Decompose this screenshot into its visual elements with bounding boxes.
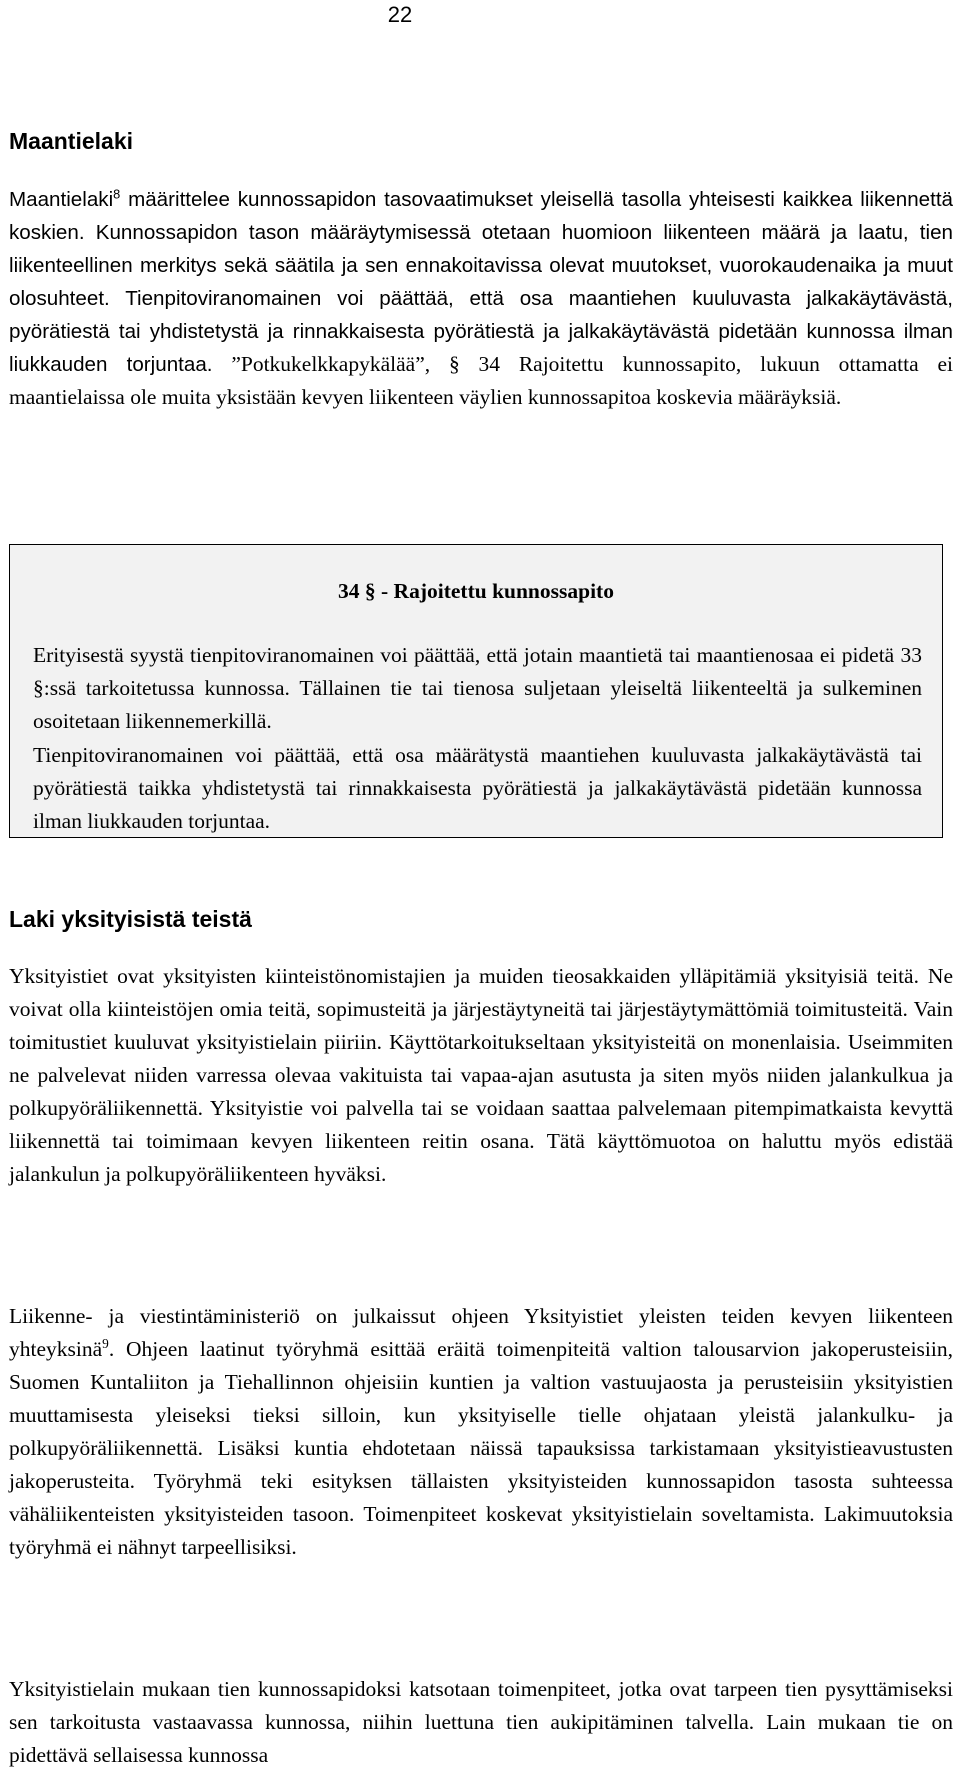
paragraph-yksityistiet-3: Yksityistielain mukaan tien kunnossapidoksi katsotaan toimenpiteet, jotka ovat tarpeen tien pysyttämiseksi sen tarkoitusta vastaavassa kunnossa, niihin luettuna tien aukipitäminen talvella. Lain mukaan tie on pidettävä sellaisessa kunnossa [9, 1677, 953, 1767]
paragraph-lead: Liikenne- ja viestintäministeriö on julkaissut ohjeen Yksityistiet yleisten teiden kevyen liikenteen yhteyksinä [9, 1304, 953, 1361]
paragraph-body: . Ohjeen laatinut työryhmä esittää eräitä toimenpiteitä valtion talousarvion jakoperusteisiin, Suomen Kuntaliiton ja Tiehallinnon ohjeisiin kuntien ja valtion vastuujaosta ja perusteisiin yksityistien muuttamisesta yleiseksi tieksi silloin, kun yksityiselle tielle ohjataan yleistä jalankulku- ja polkupyöräliikennettä. Lisäksi kuntia ehdotetaan näissä tapauksissa tarkistamaan yksityistieavustusten jakoperusteita. Työryhmä teki esityksen tällaisten yksityisteiden kunnossapidon tasosta suhteessa vähäliikenteisten yksityisteiden tasoon. Toimenpiteet koskevat yksityistielain soveltamista. Lakimuutoksia työryhmä ei nähnyt tarpeellisiksi. [9, 1337, 953, 1559]
law-box-paragraph-1: Erityisestä syystä tienpitoviranomainen voi päättää, että jotain maantietä tai maantienosaa ei pidetä 33 §:ssä tarkoitetussa kunnossa. Tällainen tie tai tienosa suljetaan yleiseltä liikenteeltä ja sulkeminen osoitetaan liikennemerkillä. [33, 643, 922, 733]
paragraph-yksityistiet-1: Yksityistiet ovat yksityisten kiinteistönomistajien ja muiden tieosakkaiden ylläpitämiä yksityisiä teitä. Ne voivat olla kiinteistöjen omia teitä, sopimusteitä ja järjestäytyneitä tai järjestäytymättömiä toimitusteitä. Vain toimitustiet kuuluvat yksityistielain piiriin. Käyttötarkoitukseltaan yksityisteitä on monenlaisia. Useimmiten ne palvelevat niiden varressa olevaa vakituista tai vapaa-ajan asutusta ja siten myös niiden jalankulkua ja polkupyöräliikennettä. Yksityistie voi palvella tai se voidaan saattaa palvelemaan pitempimatkaista kevyttä liikennettä tai toimimaan kevyen liikenteen reitin osana. Tätä käyttömuotoa on haluttu myös edistää jalankulun ja polkupyöräliikenteen hyväksi. [9, 964, 953, 1186]
page-number: 22 [387, 2, 413, 27]
law-excerpt-box [9, 544, 943, 838]
section-heading-maantielaki: Maantielaki [9, 128, 133, 154]
footnote-reference-8[interactable]: 8 [113, 186, 121, 202]
paragraph-lead: Maantielaki [9, 188, 114, 211]
footnote-reference-9[interactable]: 9 [102, 1336, 109, 1352]
paragraph-maantielaki [9, 183, 953, 414]
law-box-title: 34 § - Rajoitettu kunnossapito [338, 579, 614, 603]
law-box-paragraph-2: Tienpitoviranomainen voi päättää, että osa määrätystä maantiehen kuuluvasta jalkakäytävästä tai pyörätiestä taikka yhdistetystä tai rinnakkaisesta pyörätiestä ja jalkakäytävästä pidetään kunnossa ilman liukkauden torjuntaa. [33, 743, 922, 833]
paragraph-body: määrittelee kunnossapidon tasovaatimukset yleisellä tasolla yhteisesti kaikkea liikennettä koskien. Kunnossapidon tason määräytymisessä otetaan huomioon liikenteen määrä ja laatu, tien liikenteellinen merkitys sekä säätila ja sen ennakoitavissa olevat muutokset, vuorokaudenaika ja muut olosuhteet. Tienpitoviranomainen voi päättää, että osa maantiehen kuuluvasta jalkakäytävästä, pyörätiestä tai yhdistetystä ja rinnakkaisesta pyörätiestä ja jalkakäytävästä pidetään kunnossa ilman liukkauden torjuntaa. [9, 188, 953, 376]
paragraph-quote: ”Potkukelkkapykälää”, § 34 Rajoitettu kunnossapito, lukuun ottamatta ei maantielaissa ole muita yksistään kevyen liikenteen väylien kunnossapitoa koskevia määräyksiä. [9, 352, 953, 409]
section-heading-yksityistiet: Laki yksityisistä teistä [9, 906, 252, 932]
paragraph-yksityistiet-2 [9, 1300, 953, 1564]
